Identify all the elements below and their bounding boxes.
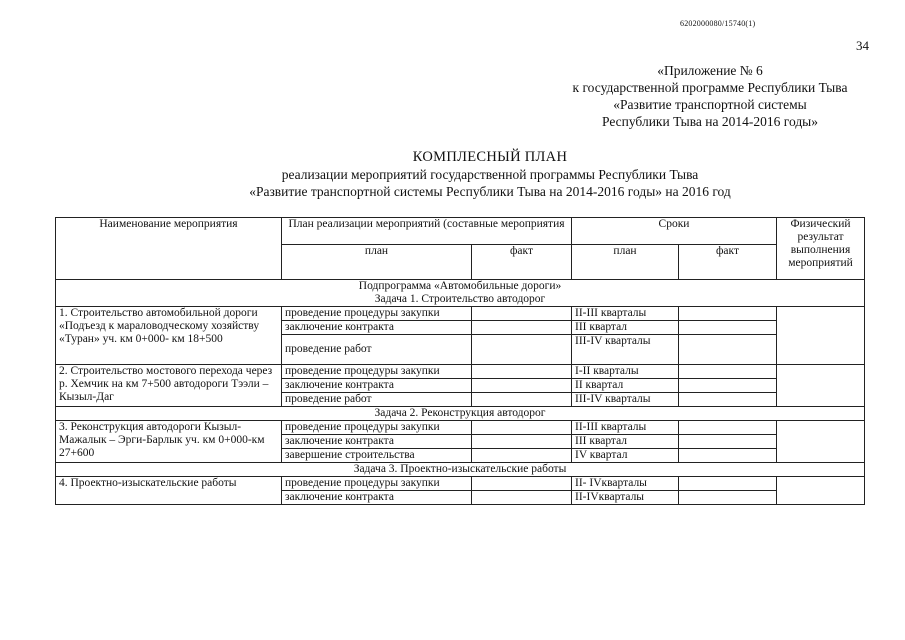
- table-row: [56, 477, 865, 491]
- result-cell: [777, 307, 865, 365]
- term-plan: I-II кварталы: [572, 365, 679, 379]
- result-cell: [777, 477, 865, 505]
- term-fact: [679, 321, 777, 335]
- term-plan: IV квартал: [572, 449, 679, 463]
- appendix-line: к государственной программе Республики Тыва: [572, 80, 848, 95]
- term-fact: [679, 393, 777, 407]
- term-plan: II-III кварталы: [572, 307, 679, 321]
- appendix-note: [540, 62, 880, 130]
- step-plan: проведение работ: [282, 335, 472, 365]
- step-fact: [472, 335, 572, 365]
- term-fact: [679, 307, 777, 321]
- page-number: 34: [856, 38, 869, 53]
- document-title: [40, 149, 905, 200]
- activity-name: 1. Строительство автомобильной дороги «Подъезд к мараловодческому хозяйству «Туран» уч. км 0+000- км 18+500: [56, 307, 282, 365]
- task-title: Задача 3. Проектно-изыскательские работы: [56, 463, 865, 477]
- step-fact: [472, 379, 572, 393]
- term-plan: II квартал: [572, 379, 679, 393]
- term-fact: [679, 421, 777, 435]
- step-plan: заключение контракта: [282, 321, 472, 335]
- appendix-line: «Развитие транспортной системы: [613, 97, 807, 112]
- step-plan: проведение процедуры закупки: [282, 365, 472, 379]
- step-fact: [472, 393, 572, 407]
- plan-subtitle: «Развитие транспортной системы Республики Тыва на 2014-2016 годы» на 2016 год: [249, 184, 731, 199]
- task-title: Задача 1. Строительство автодорог: [374, 293, 546, 305]
- step-fact: [472, 321, 572, 335]
- header-plan: план: [282, 245, 472, 280]
- step-fact: [472, 365, 572, 379]
- table-row: [56, 421, 865, 435]
- term-plan: III квартал: [572, 435, 679, 449]
- step-plan: заключение контракта: [282, 491, 472, 505]
- term-fact: [679, 435, 777, 449]
- header-terms-fact: факт: [679, 245, 777, 280]
- table-row: [56, 365, 865, 379]
- step-plan: завершение строительства: [282, 449, 472, 463]
- activity-name: 3. Реконструкция автодороги Кызыл-Мажалык – Эрги-Барлык уч. км 0+000-км 27+600: [56, 421, 282, 463]
- term-fact: [679, 449, 777, 463]
- step-plan: проведение процедуры закупки: [282, 421, 472, 435]
- section-header: [56, 280, 865, 307]
- subprogram-title: Подпрограмма «Автомобильные дороги»: [358, 280, 562, 292]
- plan-title: КОМПЛЕСНЫЙ ПЛАН: [412, 149, 568, 165]
- header-result: Физический результат выполнения мероприятий: [777, 218, 865, 280]
- activity-name: 2. Строительство мостового перехода через р. Хемчик на км 7+500 автодороги Тээли – Кызыл-Даг: [56, 365, 282, 407]
- plan-table: [55, 217, 865, 505]
- step-fact: [472, 307, 572, 321]
- step-fact: [472, 491, 572, 505]
- term-plan: II- IVкварталы: [572, 477, 679, 491]
- result-cell: [777, 365, 865, 407]
- term-plan: II-IVкварталы: [572, 491, 679, 505]
- term-fact: [679, 335, 777, 365]
- term-plan: II-III кварталы: [572, 421, 679, 435]
- term-fact: [679, 365, 777, 379]
- step-plan: проведение работ: [282, 393, 472, 407]
- step-fact: [472, 435, 572, 449]
- document-code: 6202000080/15740(1): [680, 19, 756, 28]
- step-fact: [472, 449, 572, 463]
- step-plan: заключение контракта: [282, 435, 472, 449]
- term-plan: III-IV кварталы: [572, 393, 679, 407]
- step-plan: проведение процедуры закупки: [282, 307, 472, 321]
- header-terms-plan: план: [572, 245, 679, 280]
- header-terms: Сроки: [572, 218, 777, 245]
- appendix-line: «Приложение № 6: [657, 63, 763, 78]
- term-fact: [679, 491, 777, 505]
- term-plan: III квартал: [572, 321, 679, 335]
- plan-subtitle: реализации мероприятий государственной программы Республики Тыва: [281, 167, 699, 182]
- term-fact: [679, 379, 777, 393]
- task-title: Задача 2. Реконструкция автодорог: [56, 407, 865, 421]
- result-cell: [777, 421, 865, 463]
- term-plan: III-IV кварталы: [572, 335, 679, 365]
- term-fact: [679, 477, 777, 491]
- step-fact: [472, 477, 572, 491]
- step-plan: заключение контракта: [282, 379, 472, 393]
- step-plan: проведение процедуры закупки: [282, 477, 472, 491]
- step-fact: [472, 421, 572, 435]
- activity-name: 4. Проектно-изыскательские работы: [56, 477, 282, 505]
- header-fact: факт: [472, 245, 572, 280]
- appendix-line: Республики Тыва на 2014-2016 годы»: [601, 114, 819, 129]
- header-plan-impl: План реализации мероприятий (составные мероприятия: [282, 218, 572, 245]
- header-name: Наименование мероприятия: [56, 218, 282, 280]
- table-row: [56, 307, 865, 321]
